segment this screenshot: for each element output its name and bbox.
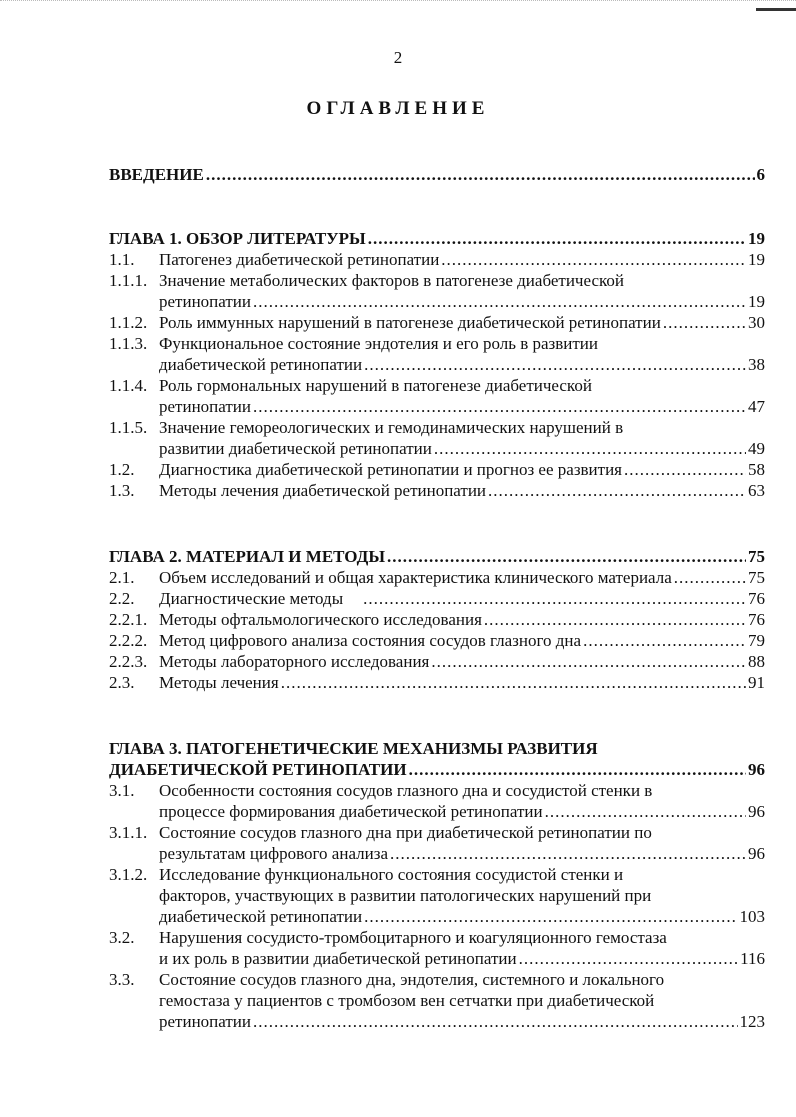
entry-number: 1.2. [109,460,135,479]
leader-dots [363,588,746,609]
entry-text: Методы лабораторного исследования [159,652,430,671]
toc-entry-1-3[interactable] [109,480,765,501]
entry-number: 1.1.2. [109,313,148,332]
entry-text: Метод цифрового анализа состояния сосудов глазного дна [159,631,582,650]
entry-page: 96 [748,844,765,863]
entry-text: развитии диабетической ретинопатии [159,439,432,458]
toc-entry-3-2[interactable] [109,927,765,969]
page-number: 2 [393,48,403,67]
entry-text: результатам цифрового анализа [159,844,388,863]
entry-page: 91 [748,673,765,692]
entry-text: Состояние сосудов глазного дна при диабетической ретинопатии по [159,823,652,842]
toc-chapter-3 [109,738,765,1032]
entry-page: 63 [748,481,765,500]
scan-artifact-mark [756,8,796,11]
chapter-2-heading[interactable] [109,546,765,567]
toc-entry-1-2[interactable] [109,459,765,480]
toc-intro [109,164,765,185]
entry-number: 2.3. [109,673,135,692]
leader-dots [519,948,739,969]
entry-text: Исследование функционального состояния сосудистой стенки и [159,865,624,884]
scan-artifact-top [0,0,796,15]
entry-number: 1.1.1. [109,271,148,290]
entry-page: 19 [748,292,765,311]
leader-dots [368,228,746,249]
entry-text: Функциональное состояние эндотелия и его роль в развитии [159,334,599,353]
entry-number: 2.1. [109,568,135,587]
toc-entry-1-1-2[interactable] [109,312,765,333]
toc-entry-intro[interactable] [109,164,765,185]
entry-page: 58 [748,460,765,479]
entry-text: процессе формирования диабетической ретинопатии [159,802,543,821]
entry-text: ретинопатии [159,1012,251,1031]
leader-dots [431,651,746,672]
entry-text: ретинопатии [159,397,251,416]
entry-number: 2.2.1. [109,610,148,629]
toc-entry-2-2-2[interactable] [109,630,765,651]
entry-text: Объем исследований и общая характеристика клинического материала [159,568,672,587]
entry-page: 103 [739,907,765,926]
entry-text: Нарушения сосудисто-тромбоцитарного и коагуляционного гемостаза [159,928,667,947]
toc-entry-1-1-3[interactable] [109,333,765,375]
entry-page: 76 [748,589,765,608]
entry-number: 1.1.4. [109,376,148,395]
leader-dots [488,480,746,501]
entry-number: 1.1. [109,250,135,269]
entry-text: Роль иммунных нарушений в патогенезе диабетической ретинопатии [159,313,661,332]
entry-number: 3.2. [109,928,135,947]
entry-number: 3.1.2. [109,865,148,884]
entry-text: Роль гормональных нарушений в патогенезе диабетической [159,376,592,395]
entry-text: Методы офтальмологического исследования [159,610,482,629]
chapter-1-title: ГЛАВА 1. ОБЗОР ЛИТЕРАТУРЫ [109,229,366,248]
leader-dots [390,843,746,864]
leader-dots [674,567,746,588]
chapter-2-page: 75 [748,547,765,566]
entry-text: гемостаза у пациентов с тромбозом вен сетчатки при диабетической [159,991,655,1010]
entry-text: и их роль в развитии диабетической ретинопатии [159,949,517,968]
entry-page: 116 [740,949,765,968]
toc-entry-3-3[interactable] [109,969,765,1032]
leader-dots [545,801,746,822]
toc-entry-2-2[interactable] [109,588,765,609]
chapter-1-heading[interactable] [109,228,765,249]
leader-dots [663,312,746,333]
entry-page: 49 [748,439,765,458]
toc-entry-2-3[interactable] [109,672,765,693]
entry-text: Патогенез диабетической ретинопатии [159,250,440,269]
entry-number: 1.1.5. [109,418,148,437]
entry-number: 3.1. [109,781,135,800]
toc-chapter-2 [109,546,765,693]
leader-dots [387,546,746,567]
entry-number: 1.1.3. [109,334,148,353]
toc-entry-3-1-2[interactable] [109,864,765,927]
entry-page: 79 [748,631,765,650]
toc-chapter-1 [109,228,765,501]
entry-page: 19 [748,250,765,269]
entry-text: ретинопатии [159,292,251,311]
entry-page: 76 [748,610,765,629]
chapter-3-page: 96 [748,760,765,779]
entry-number: 3.3. [109,970,135,989]
leader-dots [409,759,746,780]
leader-dots [434,438,746,459]
entry-page: 88 [748,652,765,671]
toc-entry-1-1-4[interactable] [109,375,765,417]
chapter-3-heading[interactable] [109,738,765,780]
leader-dots [253,1011,738,1032]
entry-text: Значение гемореологических и гемодинамических нарушений в [159,418,624,437]
entry-text: диабетической ретинопатии [159,907,363,926]
entry-page: 96 [748,802,765,821]
entry-text: Значение метаболических факторов в патогенезе диабетической [159,271,624,290]
entry-page: 123 [739,1012,765,1031]
toc-entry-3-1-1[interactable] [109,822,765,864]
intro-page: 6 [756,165,765,184]
toc-entry-3-1[interactable] [109,780,765,822]
entry-text: Методы лечения диабетической ретинопатии [159,481,487,500]
leader-dots [206,164,755,185]
entry-page: 75 [748,568,765,587]
entry-text: диабетической ретинопатии [159,355,363,374]
toc-entry-2-2-3[interactable] [109,651,765,672]
entry-text: Диагностические методы [159,589,344,608]
toc-entry-1-1[interactable] [109,249,765,270]
leader-dots [624,459,746,480]
leader-dots [441,249,746,270]
entry-number: 3.1.1. [109,823,148,842]
chapter-2-title: ГЛАВА 2. МАТЕРИАЛ И МЕТОДЫ [109,547,386,566]
chapter-3-title: ДИАБЕТИЧЕСКОЙ РЕТИНОПАТИИ [109,760,407,779]
leader-dots [281,672,746,693]
leader-dots [364,906,737,927]
entry-text: Методы лечения [159,673,279,692]
entry-text: факторов, участвующих в развитии патологических нарушений при [159,886,652,905]
leader-dots [583,630,746,651]
entry-text: Диагностика диабетической ретинопатии и прогноз ее развития [159,460,623,479]
toc-title: ОГЛАВЛЕНИЕ [306,98,490,119]
intro-label: ВВЕДЕНИЕ [109,165,204,184]
chapter-3-title: ГЛАВА 3. ПАТОГЕНЕТИЧЕСКИЕ МЕХАНИЗМЫ РАЗВИТИЯ [109,739,598,758]
entry-number: 2.2.3. [109,652,148,671]
entry-number: 2.2. [109,589,135,608]
entry-number: 2.2.2. [109,631,148,650]
leader-dots [253,396,746,417]
toc-entry-1-1-1[interactable] [109,270,765,312]
leader-dots [253,291,746,312]
entry-text: Особенности состояния сосудов глазного дна и сосудистой стенки в [159,781,653,800]
entry-page: 47 [748,397,765,416]
toc-entry-2-1[interactable] [109,567,765,588]
toc-entry-1-1-5[interactable] [109,417,765,459]
leader-dots [364,354,746,375]
entry-number: 1.3. [109,481,135,500]
entry-page: 30 [748,313,765,332]
entry-page: 38 [748,355,765,374]
leader-dots [484,609,746,630]
chapter-1-page: 19 [748,229,765,248]
entry-text: Состояние сосудов глазного дна, эндотелия, системного и локального [159,970,665,989]
toc-entry-2-2-1[interactable] [109,609,765,630]
